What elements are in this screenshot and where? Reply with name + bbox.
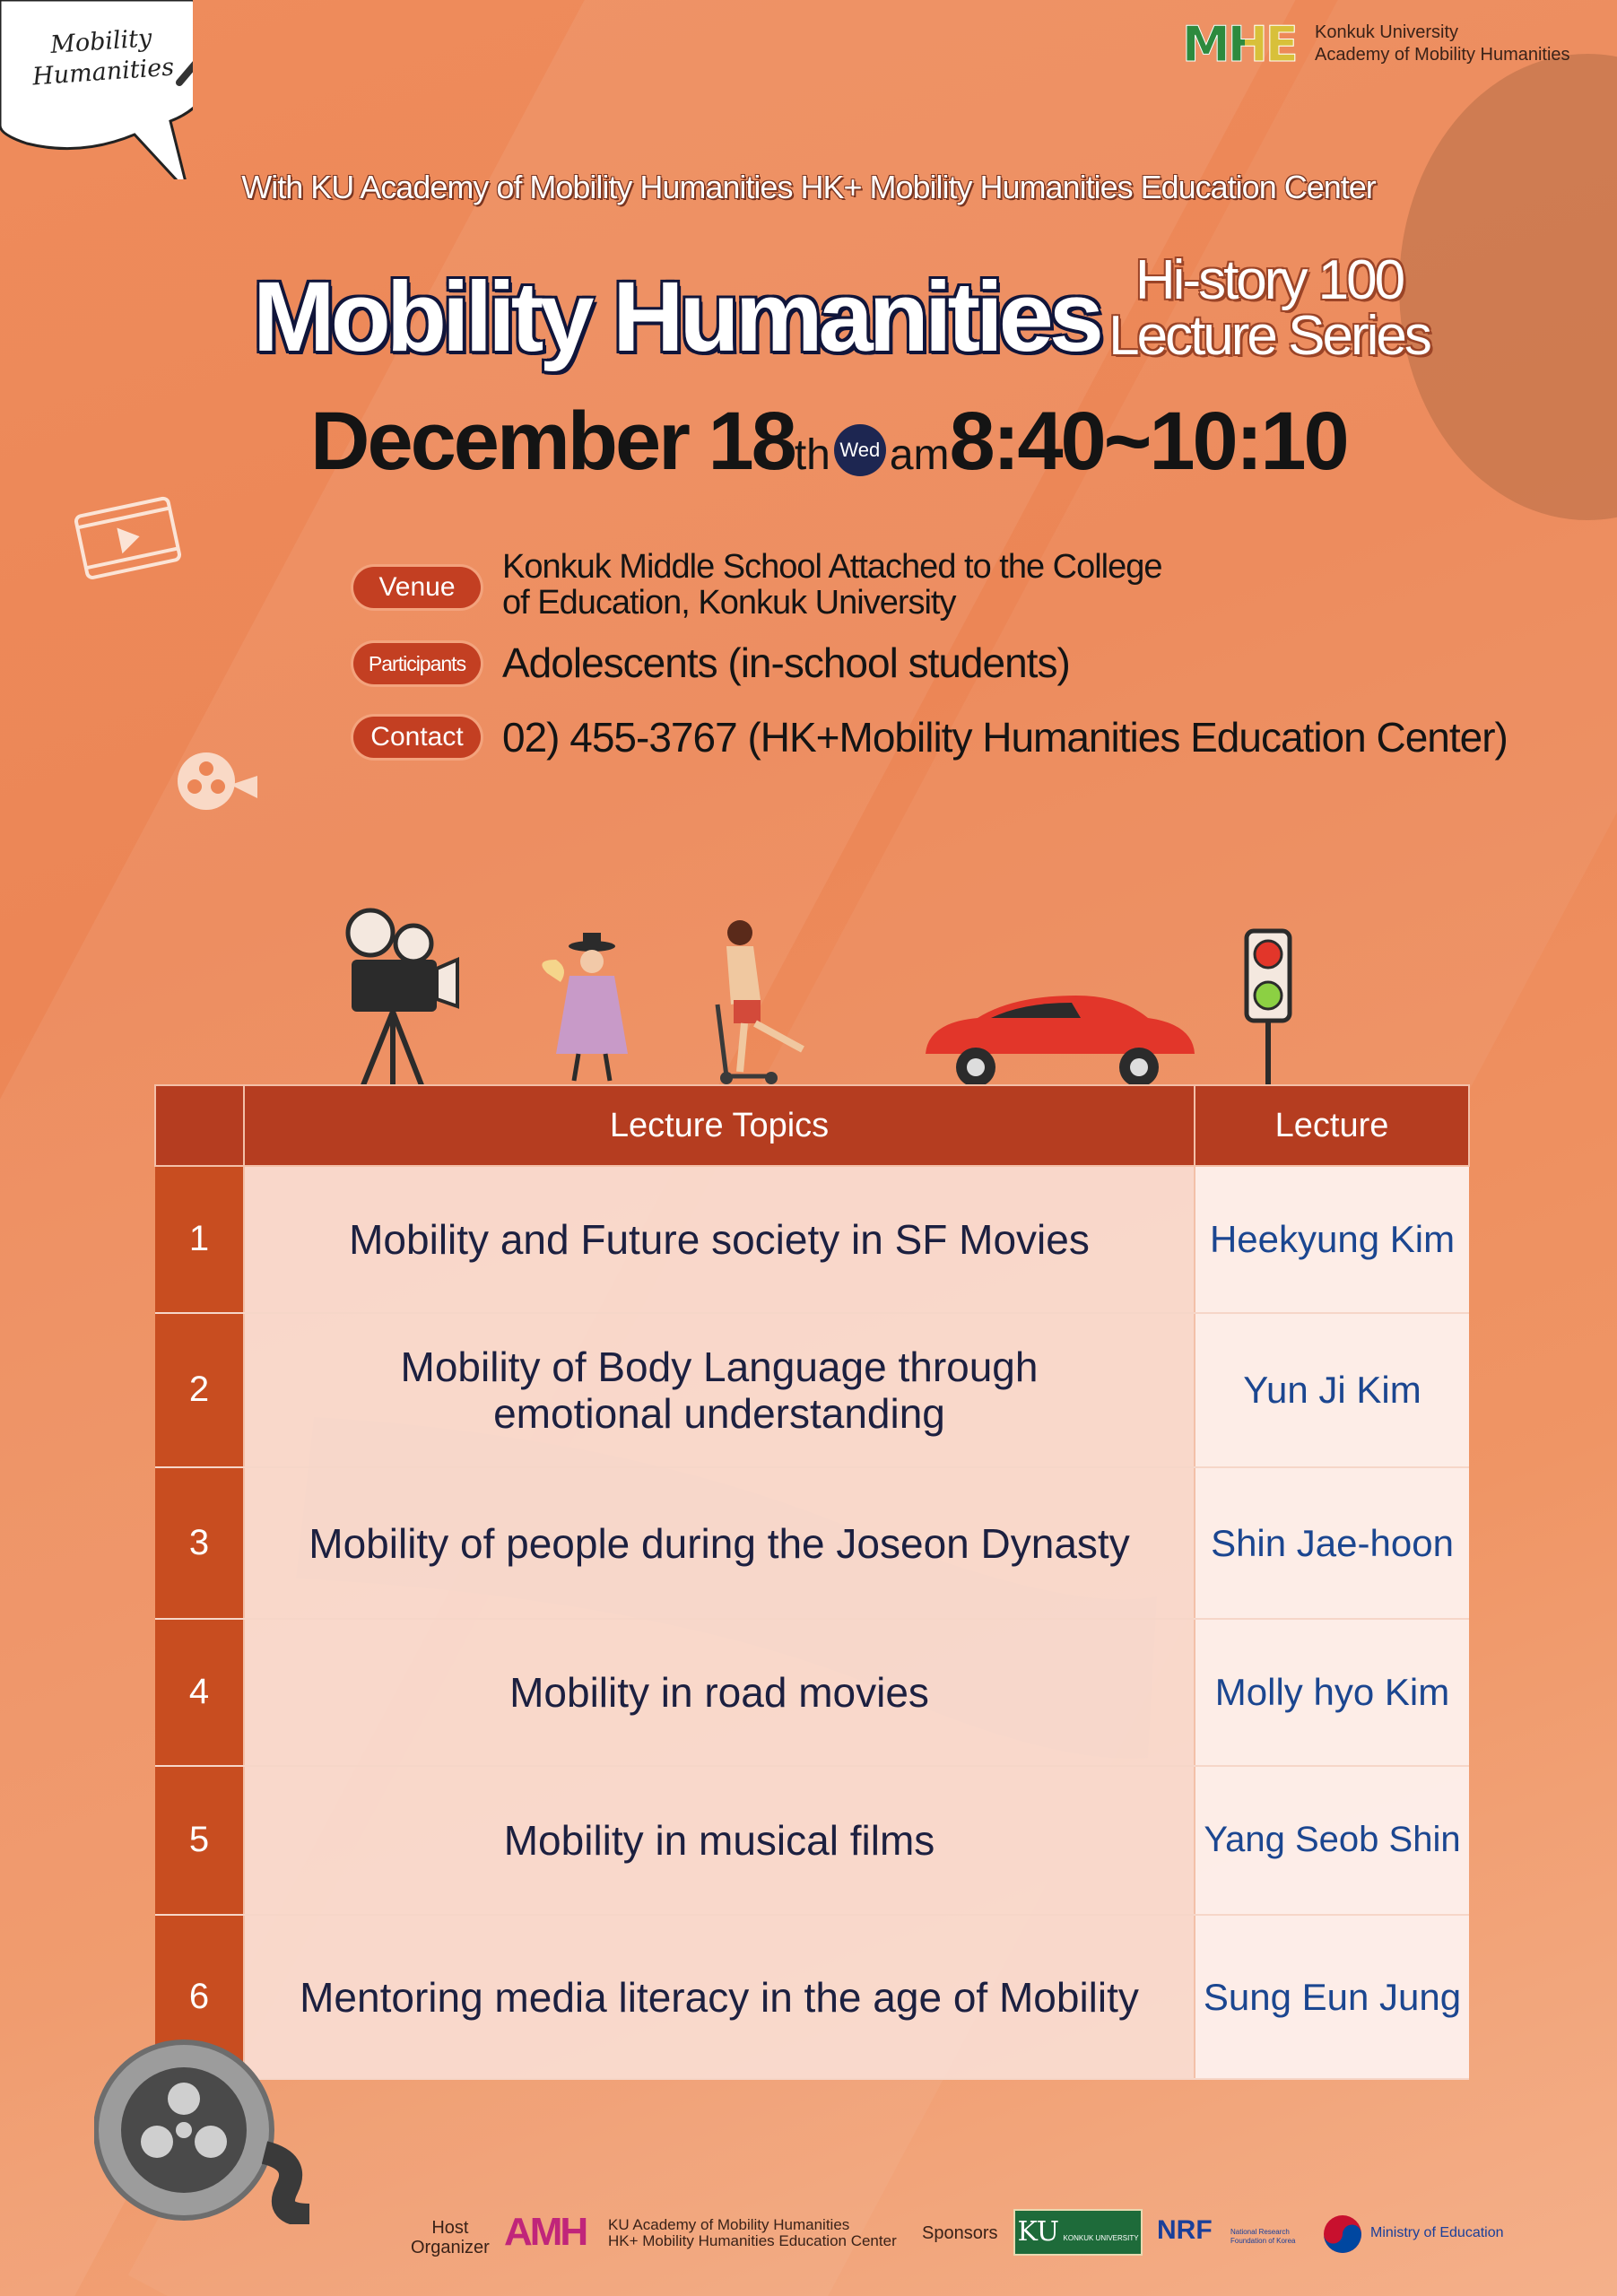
- table-header-row: [155, 1085, 1469, 1166]
- table-row: [155, 1619, 1469, 1766]
- nrf-logo: NRF: [1157, 2215, 1213, 2245]
- film-frame-icon: [72, 493, 184, 583]
- nrf-name-line2: Foundation of Korea: [1230, 2237, 1296, 2245]
- time-text: 8:40~10:10: [949, 396, 1347, 487]
- mhe-logo: MHE: [1182, 16, 1296, 73]
- nrf-name: [1230, 2228, 1296, 2246]
- table-row: [155, 1467, 1469, 1619]
- amh-logo: AMH: [504, 2210, 587, 2254]
- contact-value: 02) 455-3767 (HK+Mobility Humanities Education Center): [502, 714, 1508, 761]
- row-number: 4: [155, 1619, 244, 1766]
- table-header-number: [155, 1085, 244, 1166]
- amh-line2: HK+ Mobility Humanities Education Center: [608, 2232, 897, 2249]
- sub-title-line1: Hi-story 100: [1135, 249, 1404, 311]
- date-suffix: th: [794, 431, 830, 479]
- ku-logo-small: KONKUK UNIVERSITY: [1063, 2234, 1139, 2242]
- participants-value: Adolescents (in-school students): [502, 639, 1070, 686]
- nrf-name-line1: National Research: [1230, 2228, 1290, 2236]
- mhe-org-name: [1315, 22, 1570, 66]
- host-label-line2: Organizer: [411, 2238, 490, 2257]
- venue-line1: Konkuk Middle School Attached to the College: [502, 548, 1162, 586]
- date-text: December 18: [310, 396, 795, 487]
- row-number: 1: [155, 1166, 244, 1313]
- mhe-org-line2: Academy of Mobility Humanities: [1315, 45, 1570, 65]
- table-row: [155, 1313, 1469, 1468]
- contact-badge: Contact: [353, 717, 481, 758]
- mhe-org-line1: Konkuk University: [1315, 22, 1459, 42]
- ku-logo-text: KU: [1017, 2216, 1060, 2248]
- row-lecturer: Shin Jae-hoon: [1195, 1467, 1469, 1619]
- venue-line2: of Education, Konkuk University: [502, 584, 956, 622]
- date-time: [310, 395, 1347, 502]
- table-row: [155, 1915, 1469, 2079]
- amh-org-name: [608, 2217, 897, 2249]
- table-header-topics: Lecture Topics: [244, 1085, 1195, 1166]
- korea-emblem-icon: [1322, 2213, 1363, 2255]
- row-lecturer: Yun Ji Kim: [1195, 1313, 1469, 1468]
- row-lecturer: Sung Eun Jung: [1195, 1915, 1469, 2079]
- row-lecturer: Heekyung Kim: [1195, 1166, 1469, 1313]
- row-number: 2: [155, 1313, 244, 1468]
- ku-logo: [1013, 2209, 1143, 2256]
- row-lecturer: Molly hyo Kim: [1195, 1619, 1469, 1766]
- venue-value: [502, 549, 1162, 621]
- lecture-table: [154, 1084, 1470, 2080]
- bubble-logo-text: Mobility Humanities: [31, 24, 176, 91]
- moe-name: Ministry of Education: [1370, 2225, 1504, 2240]
- table-row: [155, 1166, 1469, 1313]
- row-topic: Mobility of people during the Joseon Dynasty: [244, 1467, 1195, 1619]
- sub-title: [1081, 249, 1457, 367]
- sponsors-label: Sponsors: [922, 2223, 998, 2243]
- film-reel-icon: [175, 749, 260, 816]
- row-lecturer: Yang Seob Shin: [1195, 1766, 1469, 1916]
- organizer-line: With KU Academy of Mobility Humanities HK+ Mobility Humanities Education Center: [241, 169, 1376, 205]
- row-topic: Mobility in road movies: [244, 1619, 1195, 1766]
- main-title: Mobility Humanities: [253, 262, 1100, 372]
- row-number: 3: [155, 1467, 244, 1619]
- venue-badge: Venue: [353, 567, 481, 608]
- table-row: [155, 1766, 1469, 1916]
- traffic-light-icon: [1247, 931, 1290, 1085]
- table-header-lecture: Lecture: [1195, 1085, 1469, 1166]
- film-reel-icon: [94, 2036, 336, 2224]
- illustration-strip: [332, 906, 1318, 1090]
- row-number: 5: [155, 1766, 244, 1916]
- scooter-rider-icon: [717, 920, 803, 1084]
- movie-camera-icon: [348, 910, 457, 1085]
- host-label: [411, 2218, 490, 2257]
- row-number: 6: [155, 1915, 244, 2079]
- am-label: am: [889, 431, 950, 479]
- red-car-icon: [926, 996, 1195, 1087]
- weekday-badge: Wed: [834, 424, 886, 476]
- row-topic: Mobility and Future society in SF Movies: [244, 1166, 1195, 1313]
- row-topic: Mentoring media literacy in the age of Mobility: [244, 1915, 1195, 2079]
- sub-title-line2: Lecture Series: [1108, 305, 1430, 367]
- participants-badge: Participants: [353, 643, 481, 684]
- hanbok-person-icon: [542, 933, 628, 1081]
- row-topic: Mobility in musical films: [244, 1766, 1195, 1916]
- host-label-line1: Host: [431, 2218, 469, 2238]
- amh-line1: KU Academy of Mobility Humanities: [608, 2216, 850, 2233]
- row-topic: Mobility of Body Language through emotional understanding: [244, 1313, 1195, 1468]
